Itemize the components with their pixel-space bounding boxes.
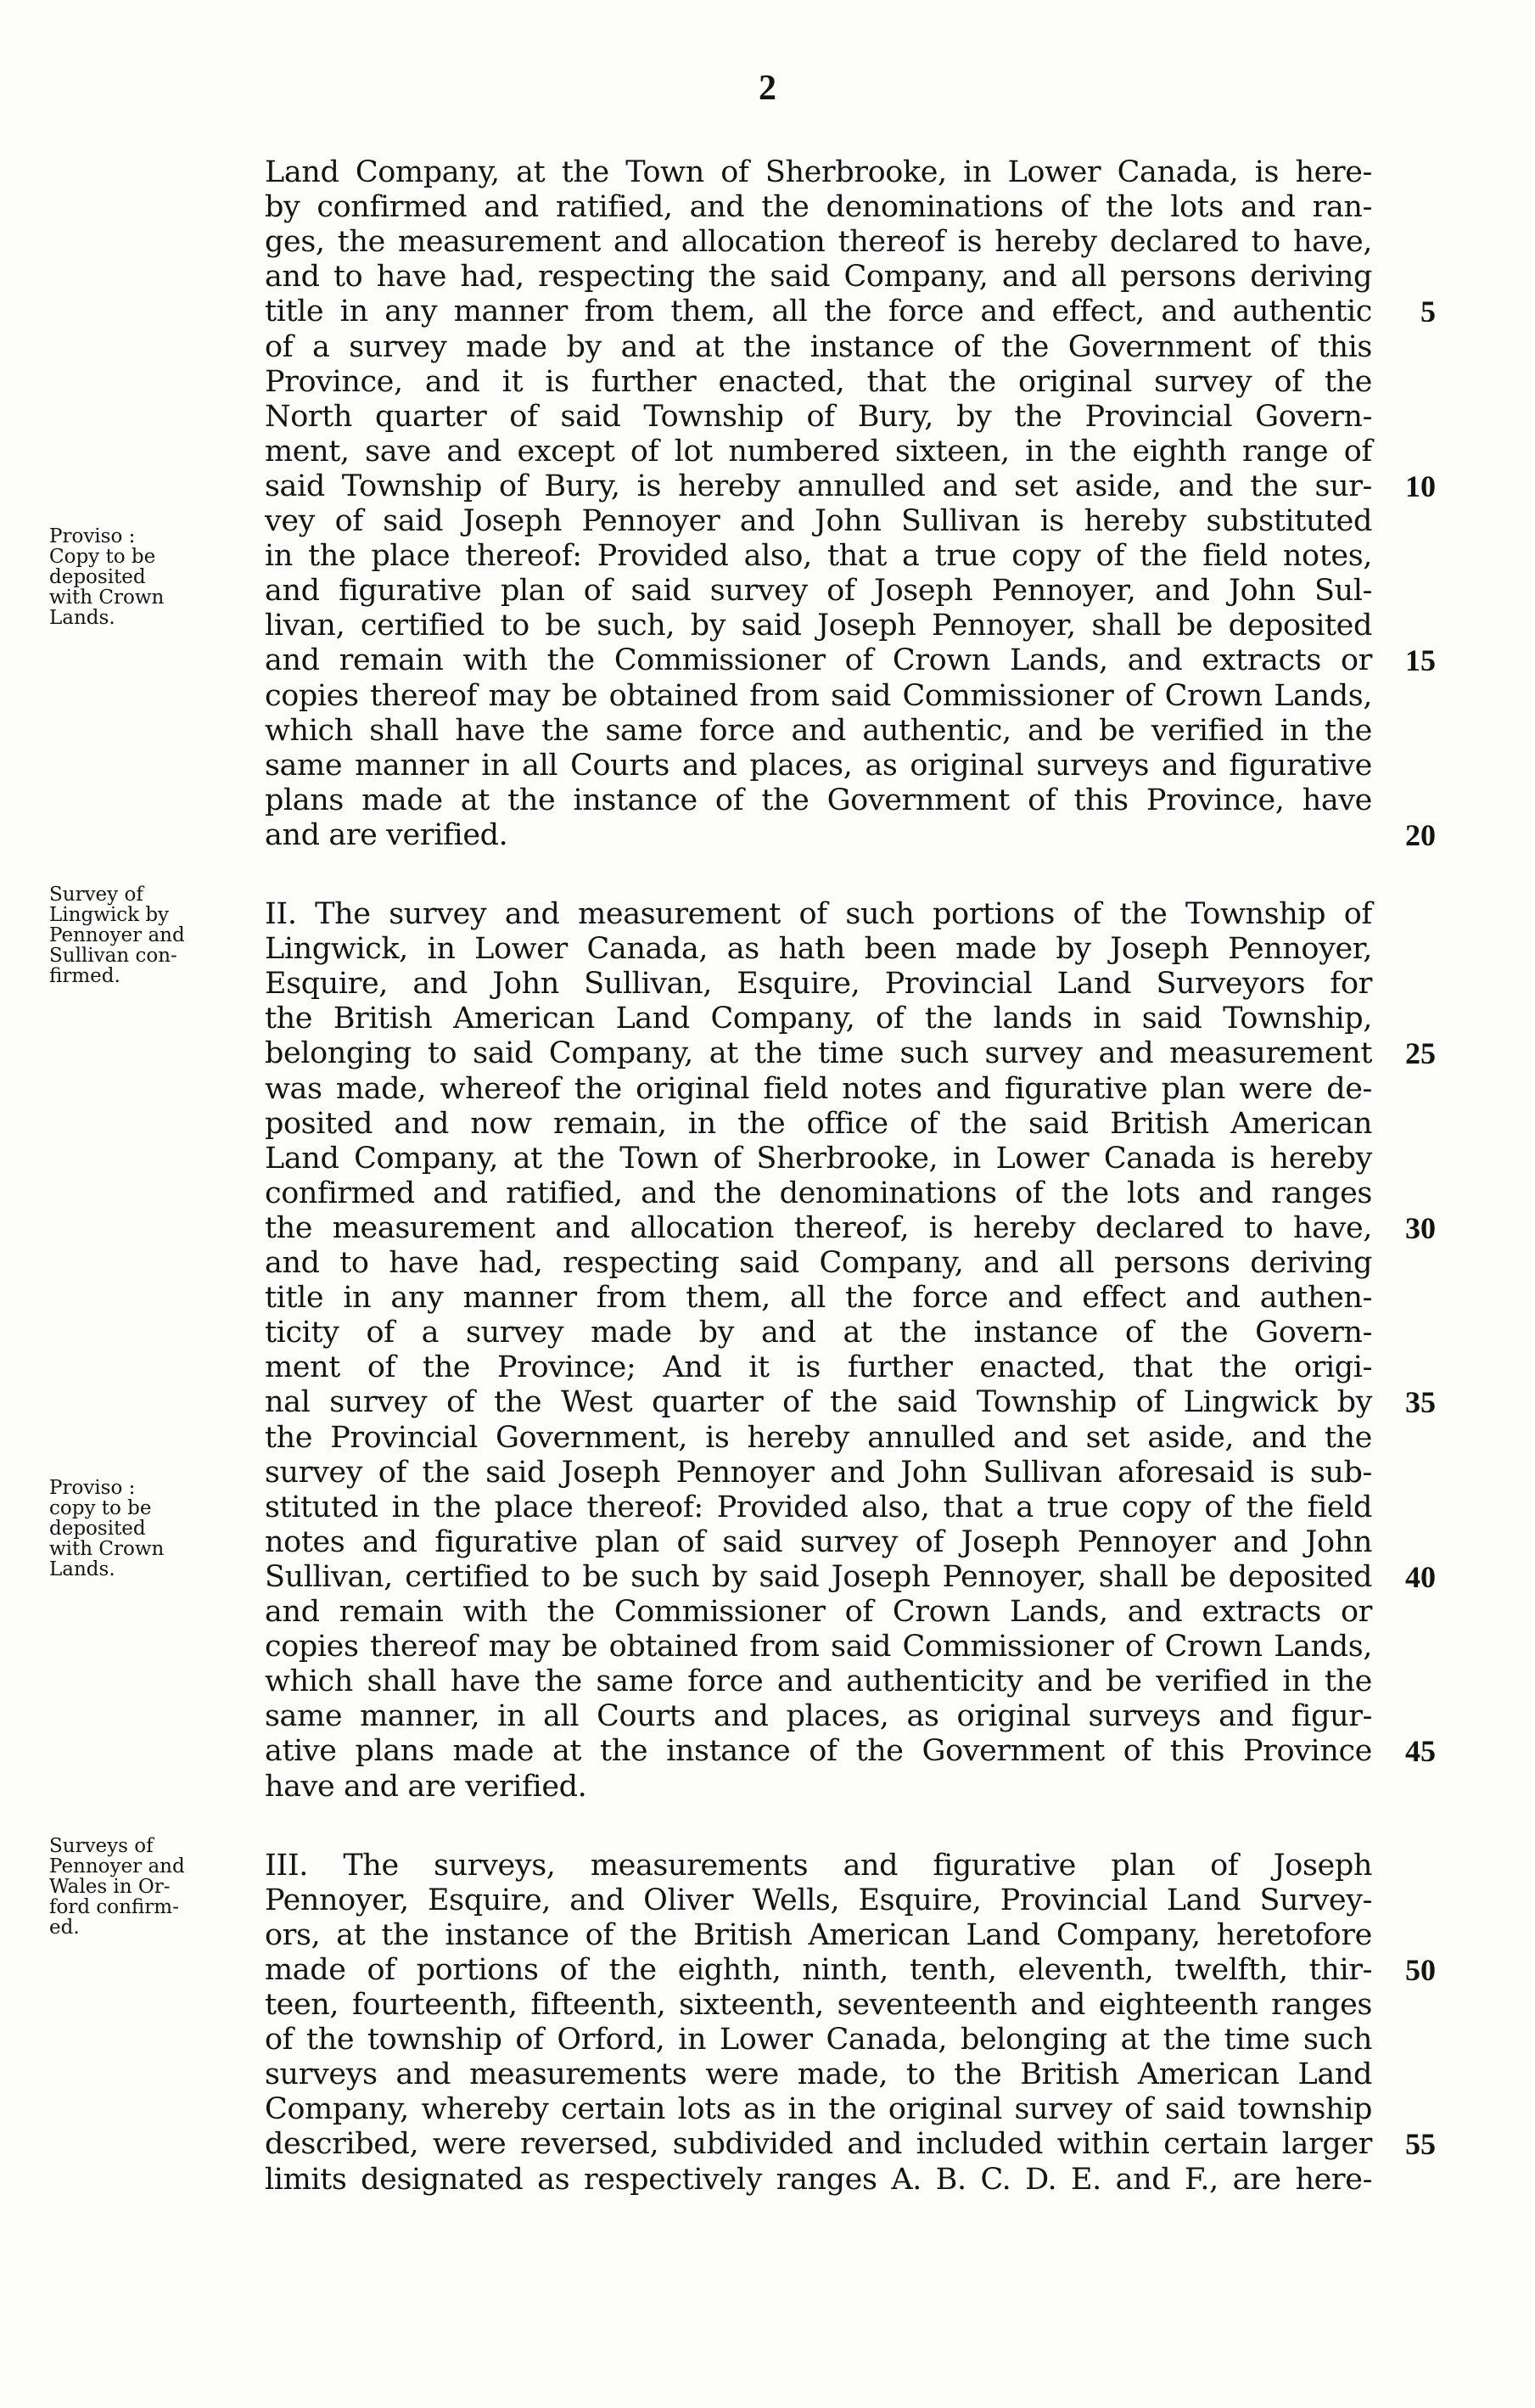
text-line: and remain with the Commissioner of Crown Lands, and extracts or bbox=[265, 643, 1372, 678]
page-number: 2 bbox=[759, 69, 776, 108]
margin-note bbox=[49, 1478, 253, 1580]
line-number: 10 bbox=[1405, 469, 1436, 503]
margin-note-line: Sullivan con- bbox=[49, 945, 177, 967]
line-number: 20 bbox=[1405, 817, 1436, 852]
margin-note-line: ed. bbox=[49, 1916, 80, 1939]
text-line: of the township of Orford, in Lower Canada, belonging at the time such bbox=[265, 2023, 1372, 2057]
margin-note-line: Lands. bbox=[49, 607, 115, 630]
text-line: Land Company, at the Town of Sherbrooke, in Lower Canada, is here- bbox=[265, 155, 1372, 189]
text-line: have and are verified. bbox=[265, 1769, 587, 1804]
margin-note-line: Proviso : bbox=[49, 1476, 136, 1499]
text-line: ors, at the instance of the British American Land Company, heretofore bbox=[265, 1917, 1372, 1952]
text-line: stituted in the place thereof: Provided also, that a true copy of the field bbox=[265, 1490, 1372, 1524]
text-line: notes and figurative plan of said survey of Joseph Pennoyer and John bbox=[265, 1524, 1372, 1559]
text-line: belonging to said Company, at the time such survey and measurement bbox=[265, 1036, 1372, 1071]
margin-note-line: Lands. bbox=[49, 1558, 115, 1580]
line-number: 30 bbox=[1405, 1210, 1436, 1245]
text-line: ment of the Province; And it is further enacted, that the origi- bbox=[265, 1350, 1372, 1385]
line-number: 50 bbox=[1405, 1952, 1436, 1987]
margin-note-line: firmed. bbox=[49, 965, 120, 987]
text-line: copies thereof may be obtained from said Commissioner of Crown Lands, bbox=[265, 678, 1372, 713]
text-line: same manner in all Courts and places, as original surveys and figurative bbox=[265, 748, 1372, 783]
text-line: North quarter of said Township of Bury, by the Provincial Govern- bbox=[265, 399, 1372, 434]
line-number: 35 bbox=[1405, 1385, 1436, 1420]
text-line: title in any manner from them, all the force and effect and authen- bbox=[265, 1281, 1372, 1316]
text-line: title in any manner from them, all the force and effect, and authentic bbox=[265, 295, 1372, 329]
text-line: posited and now remain, in the office of the said British American bbox=[265, 1106, 1372, 1141]
text-line: and to have had, respecting the said Company, and all persons deriving bbox=[265, 260, 1372, 295]
text-line: II. The survey and measurement of such portions of the Township of bbox=[265, 897, 1372, 931]
text-line: Pennoyer, Esquire, and Oliver Wells, Esquire, Provincial Land Survey- bbox=[265, 1883, 1372, 1917]
margin-note-line: Survey of bbox=[49, 884, 143, 906]
margin-note-line: Wales in Or- bbox=[49, 1875, 171, 1898]
margin-note-line: ford confirm- bbox=[49, 1895, 179, 1918]
text-line: which shall have the same force and authenticity and be verified in the bbox=[265, 1664, 1372, 1699]
text-line: copies thereof may be obtained from said Commissioner of Crown Lands, bbox=[265, 1630, 1372, 1664]
margin-note bbox=[49, 884, 253, 986]
text-line: Company, whereby certain lots as in the original survey of said township bbox=[265, 2092, 1372, 2127]
text-line: and are verified. bbox=[265, 817, 508, 852]
text-line: surveys and measurements were made, to the British American Land bbox=[265, 2057, 1372, 2092]
text-line: was made, whereof the original field notes and figurative plan were de- bbox=[265, 1071, 1372, 1106]
text-line: the Provincial Government, is hereby annulled and set aside, and the bbox=[265, 1420, 1372, 1455]
text-line: by confirmed and ratified, and the denominations of the lots and ran- bbox=[265, 190, 1372, 225]
margin-note-line: Pennoyer and bbox=[49, 924, 185, 946]
text-line: and figurative plan of said survey of Joseph Pennoyer, and John Sul- bbox=[265, 574, 1372, 609]
text-line: ative plans made at the instance of the Government of this Province bbox=[265, 1734, 1372, 1769]
margin-note-line: Copy to be bbox=[49, 546, 156, 569]
text-line: ment, save and except of lot numbered sixteen, in the eighth range of bbox=[265, 434, 1372, 469]
text-line: and to have had, respecting said Company, and all persons deriving bbox=[265, 1246, 1372, 1280]
margin-note-line: with Crown bbox=[49, 1537, 165, 1560]
margin-note-line: Pennoyer and bbox=[49, 1855, 185, 1878]
text-line: survey of the said Joseph Pennoyer and John Sullivan aforesaid is sub- bbox=[265, 1455, 1372, 1490]
text-line: nal survey of the West quarter of the said Township of Lingwick by bbox=[265, 1385, 1372, 1420]
line-number: 40 bbox=[1405, 1559, 1436, 1594]
text-line: described, were reversed, subdivided and included within certain larger bbox=[265, 2127, 1372, 2162]
text-line: plans made at the instance of the Government of this Province, have bbox=[265, 783, 1372, 817]
text-line: said Township of Bury, is hereby annulled and set aside, and the sur- bbox=[265, 469, 1372, 503]
text-line: Sullivan, certified to be such by said Joseph Pennoyer, shall be deposited bbox=[265, 1559, 1372, 1594]
text-line: teen, fourteenth, fifteenth, sixteenth, seventeenth and eighteenth ranges bbox=[265, 1988, 1372, 2022]
text-line: of a survey made by and at the instance of the Government of this bbox=[265, 329, 1372, 364]
line-number: 5 bbox=[1420, 295, 1436, 329]
text-line: Land Company, at the Town of Sherbrooke, in Lower Canada is hereby bbox=[265, 1141, 1372, 1176]
line-number: 45 bbox=[1405, 1734, 1436, 1769]
text-line: the measurement and allocation thereof, is hereby declared to have, bbox=[265, 1210, 1372, 1245]
line-number: 15 bbox=[1405, 643, 1436, 678]
text-line: limits designated as respectively ranges A. B. C. D. E. and F., are here- bbox=[265, 2162, 1372, 2197]
margin-note-line: Lingwick by bbox=[49, 904, 170, 926]
text-line: same manner, in all Courts and places, as original surveys and figur- bbox=[265, 1699, 1372, 1734]
text-line: livan, certified to be such, by said Joseph Pennoyer, shall be deposited bbox=[265, 609, 1372, 643]
margin-note-line: Surveys of bbox=[49, 1834, 154, 1857]
text-line: Esquire, and John Sullivan, Esquire, Provincial Land Surveyors for bbox=[265, 967, 1372, 1002]
margin-note-line: with Crown bbox=[49, 587, 165, 609]
line-number: 25 bbox=[1405, 1036, 1436, 1071]
text-line: and remain with the Commissioner of Crown Lands, and extracts or bbox=[265, 1595, 1372, 1629]
text-line: III. The surveys, measurements and figurative plan of Joseph bbox=[265, 1848, 1372, 1883]
margin-note-line: copy to be bbox=[49, 1496, 152, 1519]
text-line: in the place thereof: Provided also, that a true copy of the field notes, bbox=[265, 539, 1372, 574]
line-number: 55 bbox=[1405, 2127, 1436, 2162]
margin-note-line: Proviso : bbox=[49, 525, 136, 548]
text-line: confirmed and ratified, and the denominations of the lots and ranges bbox=[265, 1176, 1372, 1210]
margin-note-line: deposited bbox=[49, 1517, 146, 1540]
margin-note-line: deposited bbox=[49, 566, 146, 589]
text-line: which shall have the same force and authentic, and be verified in the bbox=[265, 713, 1372, 748]
margin-note bbox=[49, 1836, 253, 1938]
text-line: vey of said Joseph Pennoyer and John Sullivan is hereby substituted bbox=[265, 504, 1372, 538]
margin-note bbox=[49, 526, 253, 628]
text-line: made of portions of the eighth, ninth, tenth, eleventh, twelfth, thir- bbox=[265, 1952, 1372, 1987]
text-line: ges, the measurement and allocation thereof is hereby declared to have, bbox=[265, 225, 1372, 260]
text-line: Lingwick, in Lower Canada, as hath been made by Joseph Pennoyer, bbox=[265, 932, 1372, 967]
text-line: ticity of a survey made by and at the instance of the Govern- bbox=[265, 1316, 1372, 1350]
text-line: Province, and it is further enacted, that the original survey of the bbox=[265, 364, 1372, 399]
text-line: the British American Land Company, of the lands in said Township, bbox=[265, 1002, 1372, 1036]
